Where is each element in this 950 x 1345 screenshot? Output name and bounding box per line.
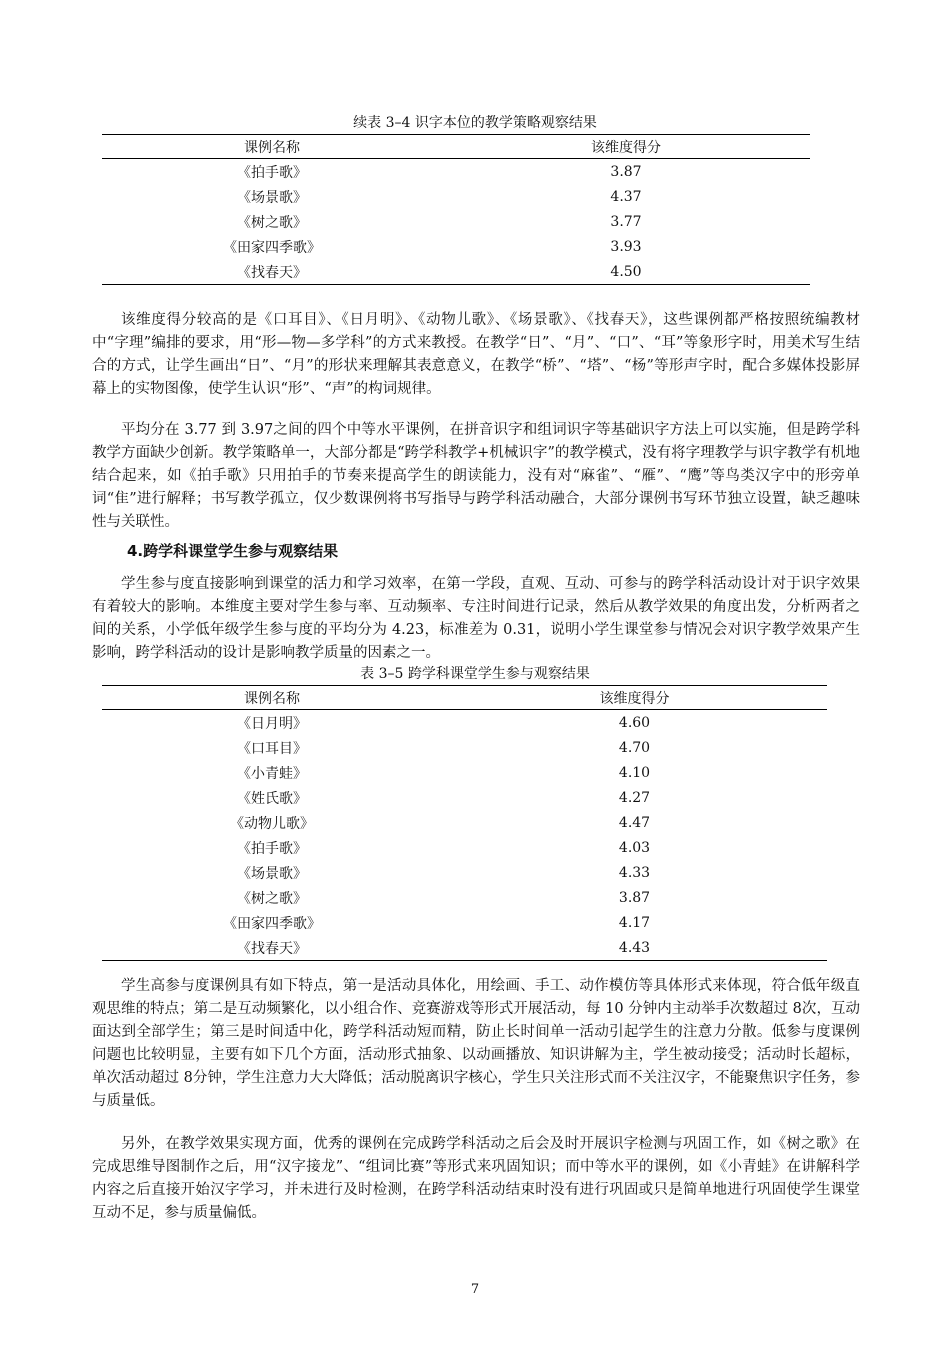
- table1-body: [102, 159, 810, 285]
- lesson-name-cell: 《树之歌》: [237, 214, 307, 231]
- lesson-name-cell: 《口耳目》: [237, 740, 307, 757]
- paragraph-1: 该维度得分较高的是《口耳目》、《日月明》、《动物儿歌》、《场景歌》、《找春天》，这些课例都严格按照统编教材中“字理”编排的要求，用“形—物—多学科”的方式来教授。在教学“日”、“月”、“口”、“耳”等象形字时，用美术写生结合的方式，让学生画出“日”、“月”的形状来理解其表意意义，在教学“桥”、“塔”、“杨”等形声字时，配合多媒体投影屏幕上的实物图像，使学生认识“形”、“声”的构词规律。: [92, 312, 860, 397]
- lesson-name-cell: 《小青蛙》: [237, 765, 307, 782]
- score-cell: 4.37: [610, 188, 642, 205]
- section-heading: 4.跨学科课堂学生参与观察结果: [127, 542, 339, 560]
- table2-body: [102, 710, 827, 961]
- paragraph-2: 平均分在 3.77 到 3.97之间的四个中等水平课例，在拼音识字和组词识字等基础识字方法上可以实施，但是跨学科教学方面缺少创新。教学策略单一，大部分都是“跨学科教学+机械识字”的教学模式，没有将字理教学与识字教学有机地结合起来，如《拍手歌》只用拍手的节奏来提高学生的朗读能力，没有对“麻雀”、“雁”、“鹰”等鸟类汉字中的形旁单词“隹”进行解释；书写教学孤立，仅少数课例将书写指导与跨学科活动融合，大部分课例书写环节独立设置，缺乏趣味性与关联性。: [92, 422, 860, 530]
- table-row: [102, 935, 827, 961]
- lesson-name-cell: 《树之歌》: [237, 890, 307, 907]
- table-row: [102, 259, 810, 285]
- score-cell: 3.77: [610, 213, 642, 230]
- score-cell: 4.33: [618, 864, 651, 881]
- table-row: [102, 159, 810, 185]
- table-row: [102, 710, 827, 736]
- score-cell: 4.10: [618, 764, 651, 781]
- score-cell: 4.50: [442, 259, 810, 285]
- score-cell: 4.60: [618, 714, 651, 731]
- score-cell: 4.17: [618, 914, 651, 931]
- table-row: [102, 209, 810, 234]
- table-row: [102, 184, 810, 209]
- table-row: [102, 760, 827, 785]
- score-cell: 4.03: [618, 839, 651, 856]
- lesson-name-cell: 《姓氏歌》: [237, 790, 307, 807]
- table1-header-name: 课例名称: [102, 135, 442, 159]
- lesson-name-cell: 《日月明》: [237, 715, 307, 732]
- score-cell: 3.87: [610, 163, 642, 180]
- table1-header-score: 该维度得分: [442, 135, 810, 159]
- table1-caption: 续表 3–4 识字本位的教学策略观察结果: [353, 115, 597, 131]
- table-row: [102, 835, 827, 860]
- score-cell: 4.43: [442, 935, 827, 961]
- table2-caption: 表 3–5 跨学科课堂学生参与观察结果: [360, 666, 590, 682]
- table-row: [102, 860, 827, 885]
- lesson-name-cell: 《动物儿歌》: [230, 815, 314, 832]
- page-number: 7: [470, 1282, 480, 1297]
- lesson-name-cell: 《田家四季歌》: [223, 915, 321, 932]
- table2-header-score: 该维度得分: [442, 686, 827, 710]
- paragraph-5: 另外，在教学效果实现方面，优秀的课例在完成跨学科活动之后会及时开展识字检测与巩固工作，如《树之歌》在完成思维导图制作之后，用“汉字接龙”、“组词比赛”等形式来巩固知识；而中等水平的课例，如《小青蛙》在讲解科学内容之后直接开始汉字学习，并未进行及时检测，在跨学科活动结束时没有进行巩固或只是简单地进行巩固使学生课堂互动不足，参与质量偏低。: [92, 1136, 860, 1221]
- lesson-name-cell: 《拍手歌》: [237, 840, 307, 857]
- table2-header-name: 课例名称: [102, 686, 442, 710]
- paragraph-4: 学生高参与度课例具有如下特点，第一是活动具体化，用绘画、手工、动作模仿等具体形式来体现，符合低年级直观思维的特点；第二是互动频繁化，以小组合作、竞赛游戏等形式开展活动，每 10 分钟内主动举手次数超过 8次，互动面达到全部学生；第三是时间适中化，跨学科活动短而精，防止长时间单一活动引起学生的注意力分散。低参与度课例问题也比较明显，主要有如下几个方面，活动形式抽象、以动画播放、知识讲解为主，学生被动接受；活动时长超标，单次活动超过 8分钟，学生注意力大大降低；活动脱离识字核心，学生只关注形式而不关注汉字，不能聚焦识字任务，参与质量低。: [92, 978, 860, 1109]
- lesson-name-cell: 《找春天》: [102, 259, 442, 285]
- score-cell: 3.87: [618, 889, 651, 906]
- table-row: [102, 234, 810, 259]
- table-row: [102, 910, 827, 935]
- paragraph-3: 学生参与度直接影响到课堂的活力和学习效率，在第一学段，直观、互动、可参与的跨学科活动设计对于识字效果有着较大的影响。本维度主要对学生参与率、互动频率、专注时间进行记录，然后从教学效果的角度出发，分析两者之间的关系，小学低年级学生参与度的平均分为 4.23，标准差为 0.31，说明小学生课堂参与情况会对识字教学效果产生影响，跨学科活动的设计是影响教学质量的因素之一。: [92, 576, 860, 661]
- score-cell: 3.93: [610, 238, 642, 255]
- table-row: [102, 810, 827, 835]
- table-row: [102, 885, 827, 910]
- lesson-name-cell: 《场景歌》: [237, 189, 307, 206]
- table-row: [102, 735, 827, 760]
- table1: [102, 134, 810, 285]
- score-cell: 4.47: [618, 814, 651, 831]
- table-row: [102, 785, 827, 810]
- score-cell: 4.70: [618, 739, 651, 756]
- lesson-name-cell: 《找春天》: [102, 935, 442, 961]
- score-cell: 4.27: [618, 789, 651, 806]
- lesson-name-cell: 《拍手歌》: [237, 164, 307, 181]
- lesson-name-cell: 《田家四季歌》: [223, 239, 321, 256]
- lesson-name-cell: 《场景歌》: [237, 865, 307, 882]
- table2: [102, 685, 827, 961]
